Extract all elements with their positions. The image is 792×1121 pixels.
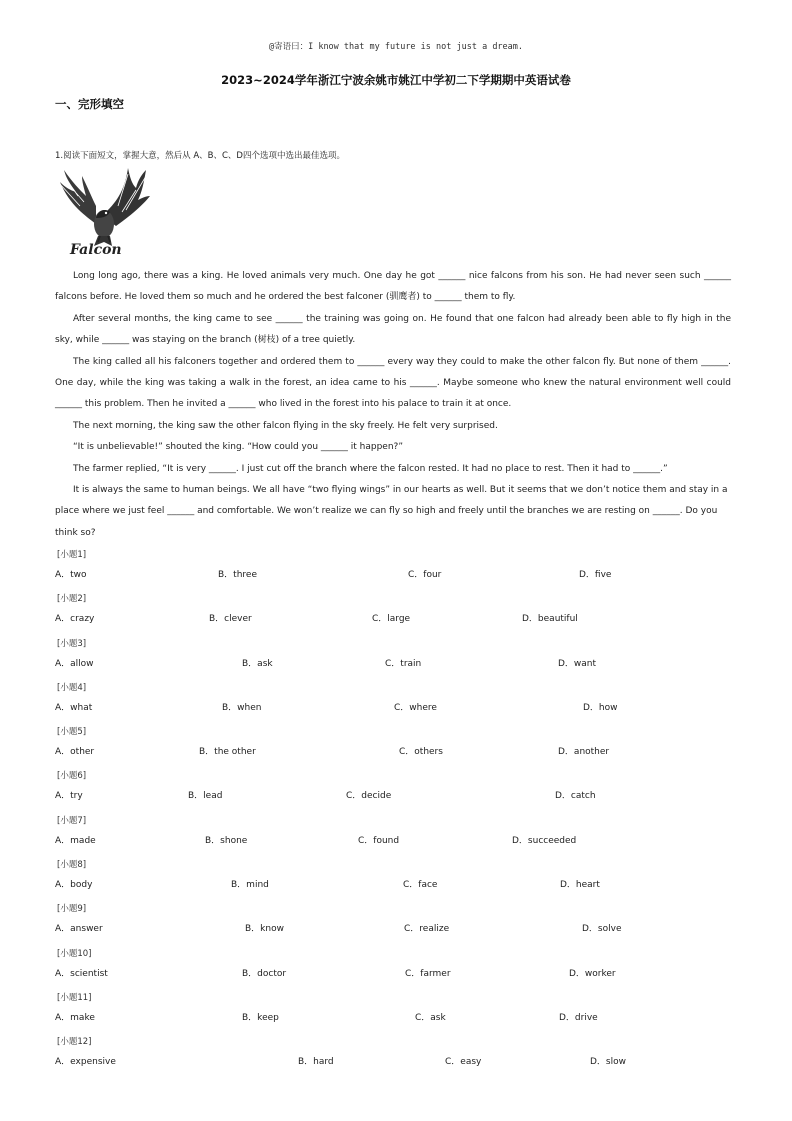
option-row: [55, 745, 735, 767]
answer-option-b[interactable]: B．lead: [188, 791, 223, 802]
answer-option-d[interactable]: D．beautiful: [522, 614, 578, 625]
answer-option-a[interactable]: A．body: [55, 880, 93, 891]
question-number: [小题4]: [57, 682, 87, 693]
answer-option-b[interactable]: B．ask: [242, 658, 273, 669]
question-instruction: 1.阅读下面短文，掌握大意，然后从 A、B、C、D四个选项中选出最佳选项。: [55, 151, 345, 161]
option-row: [55, 789, 735, 811]
answer-option-d[interactable]: D．drive: [559, 1012, 598, 1023]
answer-option-c[interactable]: C．farmer: [405, 968, 451, 979]
answer-option-b[interactable]: B．shone: [205, 835, 248, 846]
answer-option-d[interactable]: D．how: [583, 702, 618, 713]
answer-option-d[interactable]: D．want: [558, 658, 597, 669]
answer-option-d[interactable]: D．heart: [560, 880, 600, 891]
answer-option-a[interactable]: A．try: [55, 791, 83, 802]
answer-option-c[interactable]: C．decide: [346, 791, 392, 802]
answer-option-c[interactable]: C．ask: [415, 1012, 446, 1023]
option-row: [55, 1011, 735, 1033]
falcon-illustration: [56, 166, 152, 264]
answer-option-a[interactable]: A．scientist: [55, 968, 108, 979]
option-row: [55, 612, 735, 634]
option-row: [55, 878, 735, 900]
answer-option-b[interactable]: B．hard: [298, 1057, 334, 1068]
answer-option-c[interactable]: C．realize: [404, 924, 450, 935]
question-number: [小题2]: [57, 594, 87, 605]
option-row: [55, 967, 735, 989]
question-list: [55, 546, 735, 1078]
option-row: [55, 834, 735, 856]
answer-option-c[interactable]: C．found: [358, 835, 400, 846]
option-row: [55, 922, 735, 944]
answer-option-a[interactable]: A．allow: [55, 658, 94, 669]
answer-option-d[interactable]: D．slow: [590, 1057, 626, 1068]
answer-option-a[interactable]: A．make: [55, 1012, 95, 1023]
answer-option-d[interactable]: D．another: [558, 747, 610, 758]
passage-paragraph: Long long ago, there was a king. He loved animals very much. One day he got ______ nice falcons from his son. He had never seen such ______ falcons before. He loved them so much and he ordered the best falconer (驯鹰者) to ______ them to fly.: [55, 271, 731, 303]
answer-option-c[interactable]: C．face: [403, 880, 438, 891]
answer-option-c[interactable]: C．where: [394, 702, 437, 713]
question-number: [小题9]: [57, 904, 87, 915]
answer-option-c[interactable]: C．large: [372, 614, 411, 625]
option-row: [55, 568, 735, 590]
answer-option-b[interactable]: B．three: [218, 570, 257, 580]
passage-paragraph: “It is unbelievable!” shouted the king. “How could you ______ it happen?”: [73, 442, 403, 453]
answer-option-b[interactable]: B．know: [245, 924, 284, 935]
answer-option-a[interactable]: A．crazy: [55, 614, 95, 625]
question-number: [小题10]: [57, 948, 92, 959]
question-number: [小题12]: [57, 1037, 92, 1048]
option-row: [55, 657, 735, 679]
answer-option-a[interactable]: A．two: [55, 570, 87, 580]
question-number: [小题3]: [57, 638, 87, 649]
image-caption: Falcon: [70, 242, 122, 258]
question-number: [小题6]: [57, 771, 87, 782]
answer-option-d[interactable]: D．succeeded: [512, 835, 577, 846]
answer-option-b[interactable]: B．the other: [199, 747, 256, 758]
answer-option-a[interactable]: A．answer: [55, 924, 103, 935]
passage-paragraph: After several months, the king came to see ______ the training was going on. He found that one falcon had already been able to fly high in the sky, while ______ was staying on the branch (树枝) of a tree quietly.: [55, 313, 731, 346]
answer-option-b[interactable]: B．keep: [242, 1012, 279, 1023]
answer-option-d[interactable]: D．catch: [555, 791, 596, 802]
reading-passage: [55, 266, 731, 544]
question-number: [小题5]: [57, 727, 87, 738]
question-number: [小题1]: [57, 550, 87, 560]
answer-option-d[interactable]: D．solve: [582, 924, 622, 935]
answer-option-b[interactable]: B．doctor: [242, 968, 287, 979]
passage-paragraph: The next morning, the king saw the other falcon flying in the sky freely. He felt very surprised.: [73, 420, 498, 431]
option-row: [55, 1055, 735, 1077]
answer-option-c[interactable]: C．others: [399, 747, 443, 758]
answer-option-d[interactable]: D．five: [579, 570, 612, 580]
answer-option-d[interactable]: D．worker: [569, 968, 616, 979]
question-number: [小题8]: [57, 860, 87, 871]
answer-option-b[interactable]: B．mind: [231, 880, 269, 891]
answer-option-a[interactable]: A．what: [55, 702, 93, 713]
passage-paragraph: It is always the same to human beings. We all have “two flying wings” in our hearts as well. But it seems that we don’t notice them and stay in a place where we just feel ______ and comfortable. We won’t realize we can fly so high and freely until the branches we are resting on ______. Do you think so?: [55, 485, 728, 538]
answer-option-c[interactable]: C．four: [408, 570, 442, 580]
header-motto: @寄语曰：I know that my future is not just a dream.: [268, 42, 524, 52]
answer-option-a[interactable]: A．other: [55, 747, 95, 758]
option-row: [55, 701, 735, 723]
question-number: [小题7]: [57, 815, 87, 826]
answer-option-a[interactable]: A．expensive: [55, 1057, 116, 1068]
answer-option-b[interactable]: B．clever: [209, 614, 252, 625]
answer-option-c[interactable]: C．easy: [445, 1057, 482, 1068]
answer-option-a[interactable]: A．made: [55, 835, 96, 846]
answer-option-b[interactable]: B．when: [222, 702, 262, 713]
answer-option-c[interactable]: C．train: [385, 658, 422, 669]
page-title: 2023~2024学年浙江宁波余姚市姚江中学初二下学期期中英语试卷: [221, 73, 571, 87]
passage-paragraph: The farmer replied, “It is very ______. I just cut off the branch where the falcon rested. It had no place to rest. Then it had to ______.”: [73, 463, 668, 474]
passage-paragraph: The king called all his falconers together and ordered them to ______ every way they could to make the other falcon fly. But none of them ______. One day, while the king was taking a walk in the forest, an idea came to his ______. Maybe someone who knew the natural environment well could ______ this problem. Then he invited a ______ who lived in the forest into his palace to train it at once.: [55, 356, 731, 410]
question-number: [小题11]: [57, 992, 92, 1003]
section-heading: 一、完形填空: [55, 97, 124, 111]
